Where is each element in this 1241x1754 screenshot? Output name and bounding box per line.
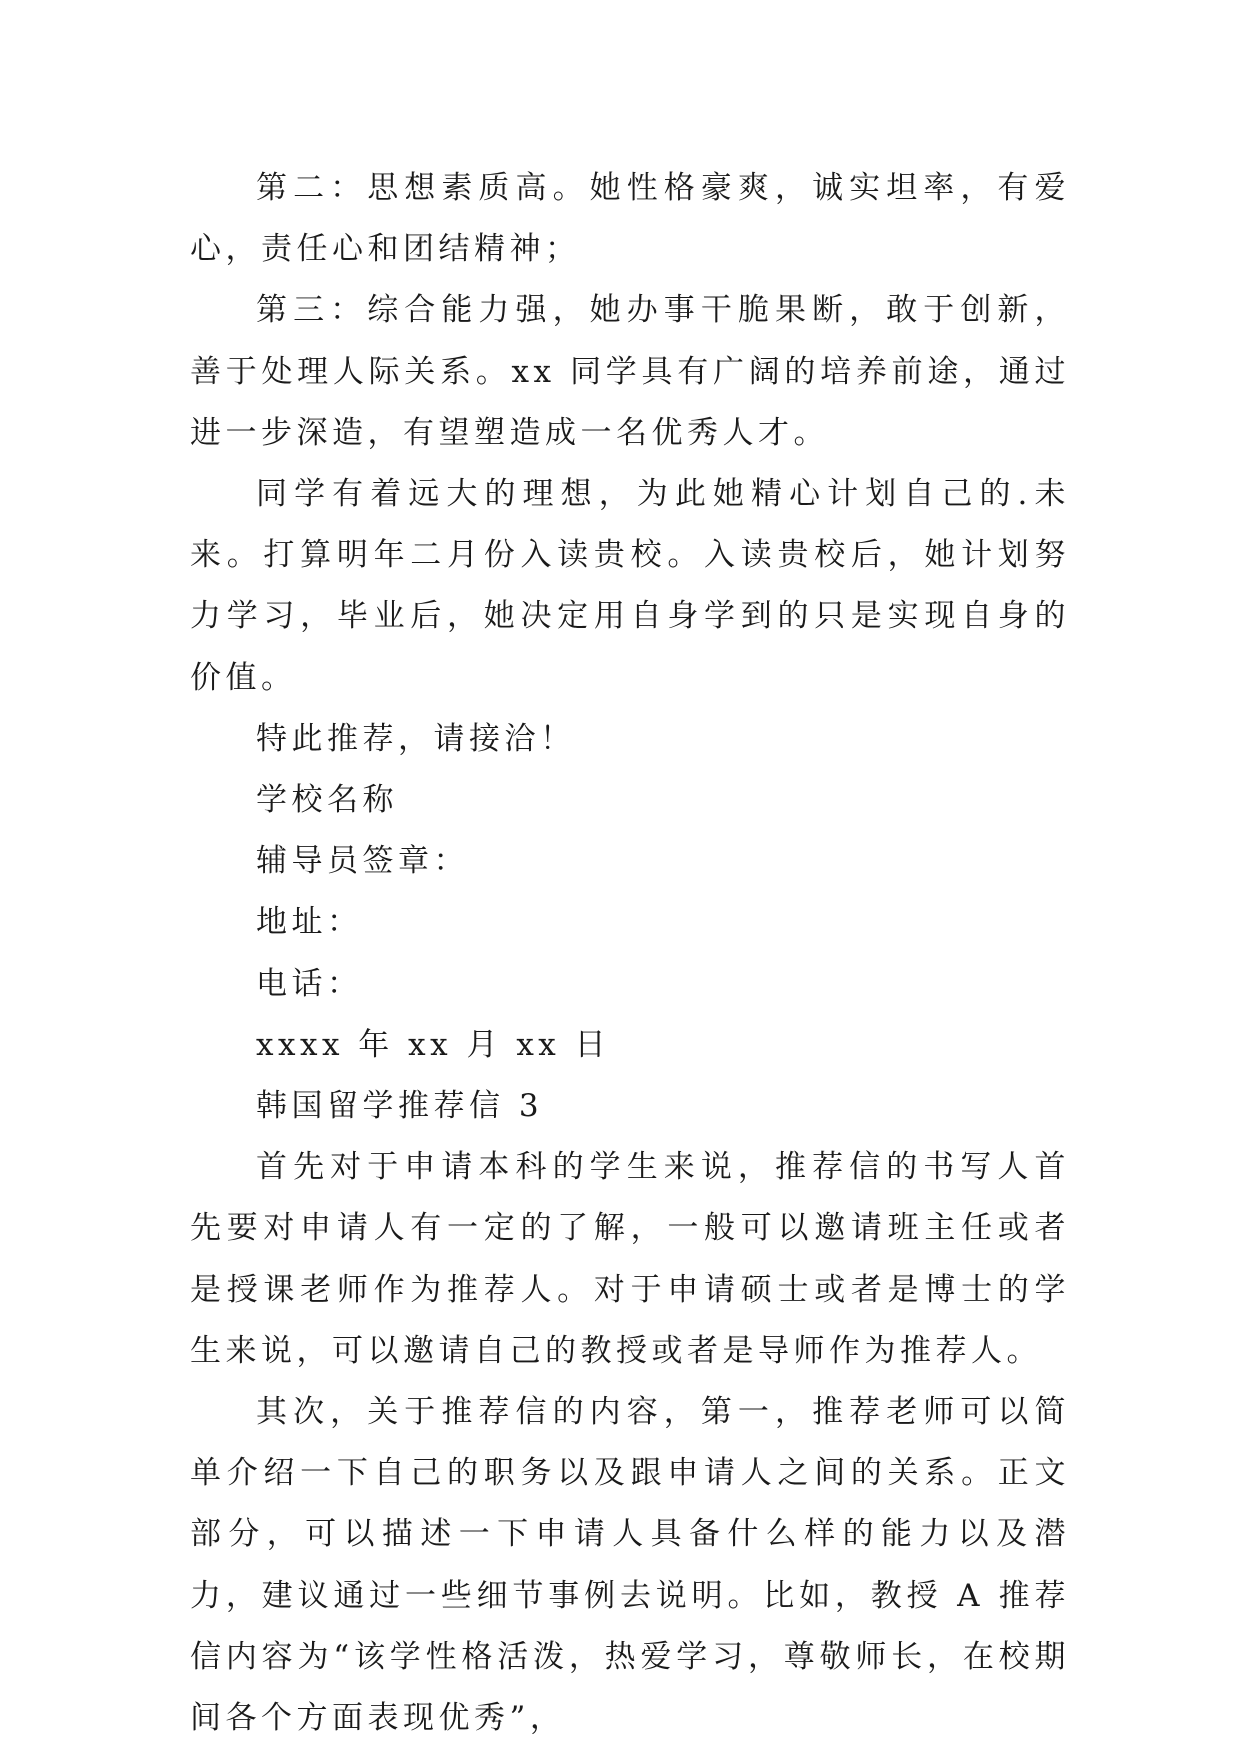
school-name-line: 学校名称 (256, 782, 398, 819)
paragraph-ideals: 同学有着远大的理想，为此她精心计划自己的.未来。打算明年二月份入读贵校。入读贵校后，她计划努力学习，毕业后，她决定用自身学到的只是实现自身的价值。 (190, 476, 1070, 696)
address-line: 地址： (256, 904, 363, 941)
phone-line: 电话： (256, 965, 363, 1002)
paragraph-recommender: 首先对于申请本科的学生来说，推荐信的书写人首先要对申请人有一定的了解，一般可以邀请班主任或者是授课老师作为推荐人。对于申请硕士或者是博士的学生来说，可以邀请自己的教授或者是导师作为推荐人。 (190, 1149, 1070, 1369)
paragraph-third-point: 第三：综合能力强，她办事干脆果断，敢于创新，善于处理人际关系。xx 同学具有广阔的培养前途，通过进一步深造，有望塑造成一名优秀人才。 (190, 292, 1070, 451)
paragraph-content: 其次，关于推荐信的内容，第一，推荐老师可以简单介绍一下自己的职务以及跟申请人之间的关系。正文部分，可以描述一下申请人具备什么样的能力以及潜力，建议通过一些细节事例去说明。比如，教授 A 推荐信内容为“该学性格活泼，热爱学习，尊敬师长，在校期间各个方面表现优秀”， (190, 1394, 1070, 1737)
counselor-signature-line: 辅导员签章： (256, 843, 469, 880)
section-heading: 韩国留学推荐信 3 (256, 1088, 544, 1125)
recommendation-closing: 特此推荐，请接洽！ (256, 720, 576, 757)
document-body (190, 158, 1070, 1749)
date-line: xxxx 年 xx 月 xx 日 (256, 1026, 611, 1063)
paragraph-second-point: 第二：思想素质高。她性格豪爽，诚实坦率，有爱心，责任心和团结精神； (190, 170, 1070, 268)
